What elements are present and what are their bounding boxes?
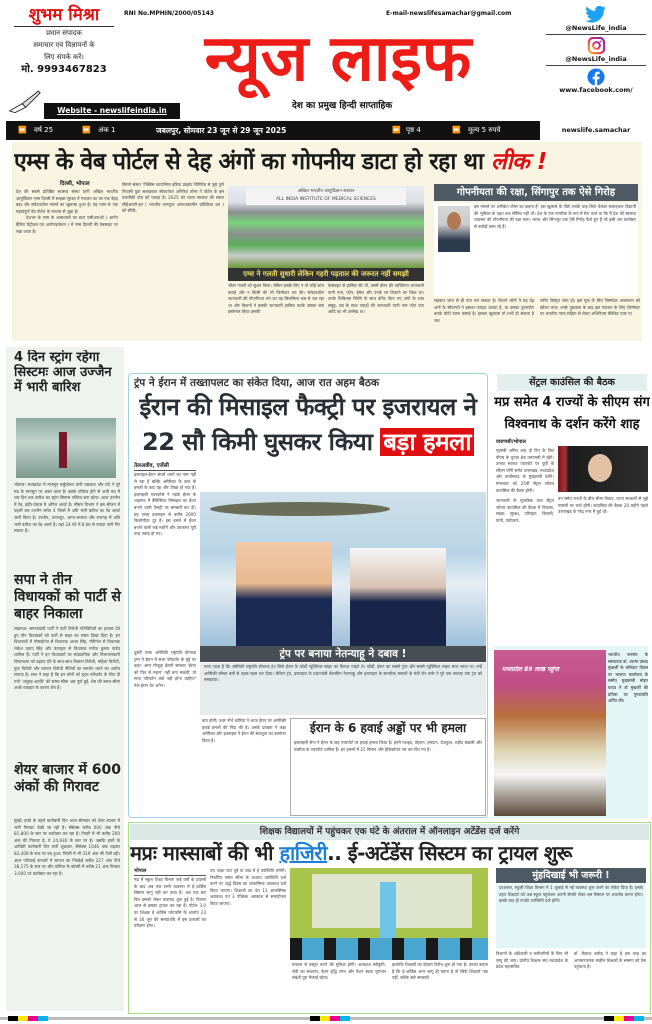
website-link[interactable]: Website - newslifeindia.in xyxy=(44,103,180,119)
arrow-icon: ⏩ xyxy=(452,126,461,134)
lead-col-3: भीतर गलती को सुधार लिया। लेकिन इसके लिए न तो कोई जांच कराई और न किसी की भी जिम्मेदार तय की। संवेदनशील जानकारी की गोपनीयता भंग का यह सिलसिला कब से चल रहा था और कितनों ने इसकी जानकारी हासिल करके उसका क्या इस्तेमाल किया इसकी xyxy=(228,283,324,315)
sp-headline: सपा ने तीन विधायकों को पार्टी से बाहर निकाला xyxy=(14,572,121,622)
attendance-col-1: मप्र में स्कूल शिक्षा विभाग कई वर्षों के प्रयासों के बाद अब तक सभी व्यवस्था में ई-अटेंडेंस सिस्टम लागू नहीं कर पाया है। अब एक बार फिर इसको लेकर कवायद शुरू हुई है। विभाग आज से इसका ट्रायल कर रहा है। पोर्टल 3.0 पर शिक्षक ई अटेंडेंस प्लेटफॉर्म के अंतर्गत 23 से 30 जून की समयावधि में इस प्रणाली का परीक्षण होगा। xyxy=(134,877,206,929)
shah-headline: मप्र समेत 4 राज्यों के सीएम संग विश्वनाथ के दर्शन करेंगे शाह xyxy=(494,395,650,432)
attendance-col-4: हालांकि शिक्षकों का दोबारा विरोध शुरू हो गया है। उनका कहना है कि ई-अटेंडेंस अगर लागू ही करना है तो सिर्फ शिक्षकों तक नहीं, बल्कि सारे सरकारी xyxy=(392,962,488,981)
lead-headline xyxy=(14,144,640,180)
amit-shah-photo xyxy=(558,446,648,492)
iran-body: इजराइल-ईरान संघर्ष थमने का नाम नहीं ले रहा है बल्कि अमेरिका के कल के हमलों के बाद यह और तीखा हो गया है। इजराइली एयरफोर्स ने तड़के ईरान के शाहरूद में बैलिस्टिक मिसाइल का ईंधन बनाने वाली फैक्ट्री पर बमबारी कर दी। यह जगह इजराइल से करीब 2000 किलोमीटर दूर है। इस हमले में ईंधन बनाने वाली कई मशीनें और उपकरण पूरी तरह तबाह हो गए। xyxy=(134,472,196,537)
facebook-url-line1[interactable]: www.facebook.com/ xyxy=(559,86,633,94)
attendance-col-3: माध्यम से प्रस्तुत करने की सुविधा होगी। अवकाश स्वीकृति, लेवी का संधारण, वेतन वृद्धि लाभ और पेंशन स्वत्व भुगतान संबंधी पूरा रिकार्ड रहेगा। xyxy=(292,962,386,981)
contact-line-2: लिए संपर्क करें। xyxy=(44,53,84,61)
airports-headline: ईरान के 6 हवाई अड्डों पर भी हमला xyxy=(309,721,467,735)
registration-swatch-cyan xyxy=(38,1016,48,1021)
lead-para-2: देशभर के एम्स के अस्पतालों का डाटा एसीआरओ ( आर्गन बैंकिंग रिट्रीवल एवं आर्गनाइजेशन ) में एम्स दिल्ली की वेबसाइट पर रखा जाता है। xyxy=(16,215,118,234)
sidebar-heading: गोपनीयता की रक्षा, सिंगापुर तक ऐसे गिरोह xyxy=(434,184,638,201)
attendance-headline-pre: मप्रः मास्साबों की भी xyxy=(130,841,273,865)
twitter-handle[interactable]: @NewsLife_india xyxy=(546,24,646,35)
iran-headline-line2-text: 22 सौ किमी घुसकर किया xyxy=(142,428,373,456)
editor-name: शुभम मिश्रा xyxy=(14,4,114,27)
social-links xyxy=(546,6,646,96)
iran-kicker: ट्रंप ने ईरान में तख्तापलट का संकेत दिया, आज रात अहम बैठक xyxy=(134,377,380,389)
lead-col-2: सिराने संस्था 'नेक्सिस काउन्सिल इंडिया प्राइवेट लिमिटेड से जुड़े पुणे निवासी युवा सलाहकार सोफ्टवेयर अनिकेत तोमर ने पोर्टल के इस तकनीकी दोष को पकड़ा है। 2025 को भारत सरकार की संस्था सीईआरटी-इन ( भारतीय कम्प्यूटर आपातकालीन प्रतिक्रिया दल ) को सौंपी। xyxy=(122,182,224,214)
teacher-figure xyxy=(380,882,396,942)
munhdikhai-col-2: डॉ. कैलाश बारोड़ ने कहा है इस तरह का अपमानजनक माहौल शिक्षकों के सम्मान को ठेस पहुंचाता है। xyxy=(574,951,646,970)
munhdikhai-text: दरअसल, स्कूली शिक्षा विभाग ने 1 जुलाई से नई व्यवस्था शुरू करने का संकेत दिया है। इसके तहत शिक्षकों को अब स्कूल पहुंचकर अपनी सेल्फी लेकर इस सिस्टम पर अपलोड करना होगा। इसके बाद ही उनकी उपस्थिति दर्ज होगी। xyxy=(496,884,646,948)
registration-swatch-yellow xyxy=(320,1016,330,1021)
attendance-headline xyxy=(130,840,649,866)
iran-body-col-3: बात होगी। उधर नॉर्थ कोरिया ने आज ईरान पर अमेरिकी हवाई हमलों की निंदा की है। उसके प्रवक्ता ने कहा अमेरिका और इजराइल ने ईरान की संप्रभुता का उल्लंघन किया है। xyxy=(202,718,286,743)
registration-swatch-black xyxy=(604,1016,614,1021)
attendance-col-2: तय आधा घंटा पूर्व या बाद में ई उपस्थिति लगेगी। निर्धारित समय सीमा के पश्चात उपस्थिति दर्ज करने पर अर्द्ध दिवस का आकस्मिक अवकाश दर्ज किया जाएगा। शिक्षकों का देय 13 आकस्मिक अवकाश एवं 3 ऐच्छिक अवकाश से समायोजन किया जाएगा। xyxy=(210,868,286,906)
registration-swatch-magenta xyxy=(330,1016,340,1021)
illustration-caption: ट्रंप पर बनाया नेतन्याहू ने दबाव ! xyxy=(200,646,486,662)
mukherjee-statue-photo xyxy=(494,650,606,816)
attendance-headline-accent: हाजिरी xyxy=(279,841,328,865)
rain-photo xyxy=(16,418,116,478)
sidebar-text: इस मामले पर अनिकेत तोमर का कहना है- इस खुलासे के पीछे उनकी चाह सिर्फ पेशेवर सलाहकार विद्यार्थी की भूमिका के तहत तक सीमित नहीं थी। देश के एक नागरिक के रूप में मेरा फर्ज था कि मैं देश की स्वास्थ्य व्यवस्था की गोपनीयता की रक्षा करूं। भारत और सिंगापुर तक ऐसे गिरोह फैले हुए हैं जो इसी अंग कारोबार से करोड़ों कमा रहे हैं। xyxy=(474,204,636,229)
shah-kicker: सेंट्रल काउंसिल की बैठक xyxy=(529,377,615,388)
editor-title: प्रधान संपादक xyxy=(46,29,82,37)
iran-body-col-2: दूसरी तरफ अमेरिकी राष्ट्रपति डोनाल्ड ट्रम्प ने ईरान में सत्ता परिवर्तन के मुद्दे पर कहा- अगर मौजूदा ईरानी सरकार 'ईरान को फिर से महान' नहीं बना सकती, तो सत्ता परिवर्तन क्यों नहीं होना चाहिए? नेक ईरान ग्रेट अगेन। xyxy=(134,650,196,688)
instagram-icon[interactable] xyxy=(585,37,607,55)
iran-headline-line2 xyxy=(130,424,486,460)
munhdikhai-col-1: विभागों के अधिकारी व कर्मचारियों के लिए भी लागू की जाए। प्रांतीय शिक्षक संघ मध्यप्रदेश के प्रदेश महासचिव xyxy=(496,951,568,970)
sidebar-col-2: जरिए विस्तृत जांच हो। इस चूक के लिए जिम्मेदार अफसरान को खोजा जाए। उनसे पूछताछ के बाद इस गफलत के लिए जिम्मेदार पर भारतीय न्याय संहिता से लेकर अधिनियम मेडिकेट एक्ट या xyxy=(540,298,640,317)
netanyahu-figure xyxy=(350,548,446,646)
shah-dateline: वाराणसी/भोपाल xyxy=(496,439,526,445)
iran-dateline: तेलअवीव, एजेंसी xyxy=(134,462,196,471)
instagram-handle[interactable]: @NewsLife_india xyxy=(546,55,646,66)
newspaper-logo: न्यूज लाइफ xyxy=(204,22,472,96)
trump-netanyahu-illustration xyxy=(200,492,486,646)
teacher-classroom-illustration xyxy=(290,868,488,960)
issue-label: अंक 1 xyxy=(98,126,116,134)
registration-swatch-yellow xyxy=(18,1016,28,1021)
registration-swatch-magenta xyxy=(624,1016,634,1021)
registration-swatch-magenta xyxy=(28,1016,38,1021)
aiims-photo-caption: एम्स ने गलती सुधारी लेकिन गहरी पड़ताल की जरूरत नहीं समझी xyxy=(228,268,424,281)
facebook-url-line2[interactable]: newslife.samachar xyxy=(561,126,631,134)
share-market-text: मुंबई। हफ्ते के पहले कारोबारी दिन आज सोमवार को शेयर बाजार में भारी गिरावट देखी जा रही है। सेंसेक्स करीब 600 अंक नीचे 81,800 के स्तर पर कारोबार कर रहा है। निफ्टी में भी करीब 200 अंक की गिरावट है, ये 24,930 के स्तर पर है। जबकि हफ्ते के आखिरी कारोबारी दिन यानी शुक्रवार, सेंसेक्स 1046 अंक चढ़कर 82,408 के स्तर पर बंद हुआ। निफ्टी में भी 319 अंक की तेजी रही। आज एशियाई बाजारों में जापान का निक्केई करीब 227 अंक नीचे 38,175 के स्तर पर और कोरिया के कोस्पी में करीब 21 अंक गिरकर 3,000 पर कारोबार कर रहा है। xyxy=(14,818,120,876)
lead-para-1: देश की सबसे प्रतिष्ठित स्वास्थ्य संस्था यानी अखिल भारतीय आयुर्विज्ञान एम्स दिल्ली में साइबर सुरक्षा में गफलत का का एक बेहद बड़ा और संवेदनशील मामले का खुलासा हुआ है। यह एम्स के एक महत्वपूर्ण वेब पोर्टल के माध्यम से जुड़ा है। xyxy=(16,189,118,214)
lead-col-4: वेबसाइट से हासिल की थी, उसमें डोनर की व्यक्तिगत जानकारी यानी नाम, फोन, ईमेल और उनके घर ठिकाने का जिक्र था। उनके चिकित्सा स्थिति के साथ डोनेट किए गए अंगों के रक्त समूह, उम्र के साथ गवाहों की जानकारी यानी नाम फोन पता आदि का भी उल्लेख था। xyxy=(328,283,424,315)
attendance-kicker: शिक्षक विद्यालयों में पहुंचकर एक घंटे के अंतराल में ऑनलाइन अटेंडेंस दर्ज करेंगे xyxy=(130,824,649,840)
iran-headline-line1: ईरान की मिसाइल फैक्ट्री पर इजरायल ने xyxy=(139,393,477,421)
price: मूल्य 5 रुपये xyxy=(468,126,501,134)
editor-contact-box xyxy=(14,4,114,77)
sidebar-col-1: सहकार जांच से ही पता लग सकता है। कितने लोगों ने यह देह अंगों के सौदागरों ने इसका फायदा उठाया है, या उसका दुरुपयोग करके मोटी रकम कमाई है। इसका खुलासा तो तभी हो सकता है जब xyxy=(434,298,534,323)
mukherjee-caption: भारतीय जनसंघ के संस्थापक डॉ. श्यामा प्रसाद मुखर्जी के बलिदान दिवस पर भाजपा कार्यालय के समीप मुख्यमंत्री मोहन यादव ने डॉ मुखर्जी की प्रतिमा पर पुष्पांजलि अर्पित की। xyxy=(608,652,648,704)
rain-headline: 4 दिन स्ट्रांग रहेगा सिस्टमः आज उज्जैन में भारी बारिश xyxy=(14,350,112,395)
pen-icon xyxy=(6,86,42,116)
share-market-headline: शेयर बाजार में 600 अंकों की गिरावट xyxy=(14,762,121,795)
dateline: जबलपुर, सोमवार 23 जून से 29 जून 2025 xyxy=(156,126,287,135)
lead-dateline: दिल्ली, भोपाल xyxy=(60,181,90,187)
registration-swatch-cyan xyxy=(634,1016,644,1021)
aiims-sign xyxy=(246,188,406,205)
registration-swatch-yellow xyxy=(614,1016,624,1021)
arrow-icon: ⏩ xyxy=(82,126,91,134)
registration-swatch-black xyxy=(310,1016,320,1021)
aniket-tomar-photo xyxy=(438,206,470,252)
twitter-icon[interactable] xyxy=(585,6,607,24)
students-row xyxy=(290,938,488,960)
lead-headline-text: एम्स के वेब पोर्टल से देह अंगों का गोपनीय डाटा हो रहा था xyxy=(14,149,484,175)
trump-figure xyxy=(236,542,332,646)
lead-col-1 xyxy=(16,189,118,339)
sp-text: लखनऊ। समाजवादी पार्टी ने पार्टी विरोधी गतिविधियों का हवाला देते हुए तीन विधायकों को पार्टी से बाहर का रास्ता दिखा दिया है। इन विधायकों में गोसाईगंज से विधायक अभय सिंह, गौरीगंज से विधायक राकेश प्रताप सिंह और ऊंचाहार से विधायक मनोज कुमार पांडेय शामिल हैं। पार्टी ने इन विधायकों पर सांप्रदायिक और विभाजनकारी विचारधारा को बढ़ावा देने के साथ-साथ किसान विरोधी, महिला विरोधी, युवा विरोधी और व्यापार विरोधी नीतियों का समर्थन करने का आरोप लगाया है। सपा ने कहा है कि इन लोगों को हृदय परिवर्तन के लिए दी गयी 'अनुग्रह-अवधि' की समय-सीमा अब पूर्ण हुई, शेष की समय-सीमा अच्छे व्यवहार के कारण शेष है। xyxy=(14,626,120,691)
facebook-icon[interactable] xyxy=(585,68,607,86)
contact-line-1: समाचार एवं विज्ञापनों के xyxy=(33,41,95,49)
editor-phone: मो. 9993467823 xyxy=(21,64,107,75)
page-number: पृष्ठ 4 xyxy=(406,126,421,134)
shah-para-1: गृहमंत्री अमित शाह दो दिन के लिए पीएम के चुनाव क्षेत्र वाराणसी में रहेंगे। उनका स्वागत एयरपोर्ट पर यूपी के सीएम योगी समेत उत्तराखंड, मध्यप्रदेश और छत्तीसगढ़ के मुख्यमंत्री करेंगे। मंगलवार को 25वीं सेंट्रल जोनल काउंसिल की बैठक होगी। xyxy=(496,448,554,493)
aiims-building-photo xyxy=(228,186,424,268)
shah-para-2: जानकारी के मुताबिक कल सेंट्रल जोनल काउंसिल की बैठक में विकास, सड़क, सुरक्षा, परिवहन, बिजली, पानी, पर्यावरण, xyxy=(496,498,554,523)
airports-text: इजराइली सेना ने ईरान के छह एयरपोर्ट पर हवाई हमला किया है। इनमें मशहद, तेहरान, हमदान, देजफुल, शहीद बख्तरी और तबरीज के एयरपोर्ट शामिल हैं। इन हमलों में 15 विमान और हेलिकॉप्टर नष्ट कर दिए गए हैं। xyxy=(294,740,482,752)
registration-swatch-black xyxy=(8,1016,18,1021)
registration-swatch-cyan xyxy=(340,1016,350,1021)
rain-text: भोपाल। मध्यप्रदेश में मानसून सर्कुलेशन यानी चक्रवात और टर्फ ने पूरे मप्र के मानसून पर असर डाला है। इसके एक्टिव होने से अभी मप्र में चार दिन तक बारिश का स्ट्रांग सिस्टम एक्टिव बना रहेगा। आज उज्जैन में रेड, इंदौर-देवास में ऑरेंज अलर्ट है। मौसम विभाग ने इस सीजन में पहली बार उज्जैन समेत 4 जिलों में अति भारी बारिश का रेड अलर्ट जारी किया है। उज्जैन, शाजापुर, आगर-मालवा और राजगढ़ में अति भारी बारिश का रेड अलर्ट है। यहां 24 घंटे में 8 इंच से ज्यादा पानी गिर सकता है। xyxy=(14,482,120,534)
tagline: देश का प्रमुख हिन्दी साप्ताहिक xyxy=(292,101,393,111)
munhdikhai-heading: मुंहदिखाई भी जरूरी ! xyxy=(496,868,646,883)
iran-headline-accent: बड़ा हमला xyxy=(380,428,474,456)
email-address[interactable]: E-mail-newslifesamachar@gmail.com xyxy=(386,10,512,17)
lead-headline-accent: लीक ! xyxy=(490,149,547,175)
shah-text-col-1 xyxy=(496,448,554,642)
aiims-sign-hindi: अखिल भारतीय आयुर्विज्ञान संस्थान xyxy=(297,189,355,194)
rni-number: RNI No.MPHIN/2000/05143 xyxy=(124,10,214,17)
iran-summary: माना जाता है कि अमेरिकी राष्ट्रपति डोनाल्ड ट्रंप सिर्फ ईरान के फोर्डो न्यूक्लियर साइट का विनाश चाहते थे। फोर्डो, ईरान का सबसे गुप्त और सबसे न्यूक्लियर साइट माना जाता था। उन्हें अमेरिकी बॉम्बर बमों से तहस-नहस कर दिया। लेकिन ट्रंप, इजराइल के प्रधानमंत्री बेंजामिन नेतन्याहू और इजराइल के सामरिक मामलों के मंत्री रॉन डर्मर ने पूरे एक सप्ताह तक ट्रंप को समझाया। xyxy=(200,663,486,715)
arrow-icon: ⏩ xyxy=(392,126,401,134)
attendance-headline-post: .. ई-अटेंडेंस सिस्टम का ट्रायल शुरू xyxy=(327,841,572,865)
aiims-sign-english: ALL INDIA INSTITUTE OF MEDICAL SCIENCES xyxy=(276,197,376,202)
date-bar xyxy=(6,121,540,140)
attendance-dateline: भोपाल xyxy=(134,868,206,876)
arrow-icon: ⏩ xyxy=(18,126,27,134)
bomber-jet xyxy=(210,502,390,516)
shah-text-col-2: वन समेत राज्यों के बीच सीमा विवाद, राज्य सरकारों से जुड़े मामलों पर चर्चा होगी। कांउसिल की बैठक 20 महीने पहले उत्तराखंड के नरेंद्र नगर में हुई थी। xyxy=(558,496,648,515)
year-label: वर्ष 25 xyxy=(34,126,54,134)
photo-banner: मध्यप्रदेश 89 लाख पहुंचा xyxy=(502,666,560,673)
